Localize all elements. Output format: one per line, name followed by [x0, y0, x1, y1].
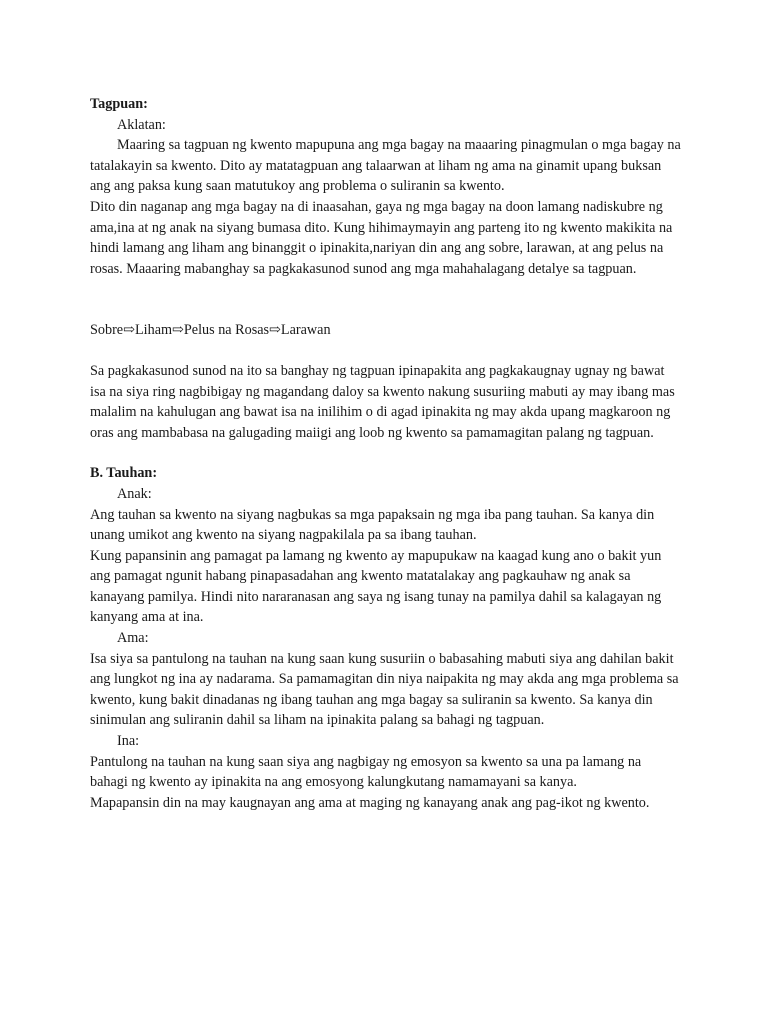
spacer — [90, 443, 682, 463]
ama-label: Ama: — [117, 630, 149, 647]
anak-paragraph-1: Ang tauhan sa kwento na siyang nagbukas sa mga papaksain ng mga iba pang tauhan. Sa kanya din unang umikot ang kwento na siyang nagpakilala pa sa ibang tauhan. — [90, 506, 655, 544]
tagpuan-heading: Tagpuan: — [90, 96, 148, 112]
aklatan-subheading: Aklatan: — [117, 116, 166, 133]
spacer — [90, 341, 682, 361]
tauhan-heading: B. Tauhan: — [90, 465, 158, 482]
ina-label: Ina: — [117, 733, 140, 750]
tagpuan-paragraph-2: Dito din naganap ang mga bagay na di inaasahan, gaya ng mga bagay na doon lamang nadiskubre ng ama,ina at ng anak na siyang bumasa dito. Kung hihimaymayin ang parteng ito ng kwento makikita na hindi lamang ang liham ang binanggit o ipinakita,nariyan din ang ang sobre, larawan, at ang pelus na rosas. Maaaring mabanghay sa pagkakasunod sunod ang mga mahahalagang detalye sa tagpuan. — [90, 198, 673, 277]
ama-paragraph: Isa siya sa pantulong na tauhan na kung saan kung susuriin o babasahing mabuti siya ang dahilan bakit ang lungkot ng ina ay nadarama. Sa pamamagitan din niya naipakita ng may akda ang mga problema sa kwento, kung bakit dinadanas ng ibang tauhan ang mga bagay sa suliranin sa kwento. Sa kanya din sinimulan ang suliranin dahil sa liham na ipinakita palang sa bahagi ng tagpuan. — [90, 650, 679, 729]
tagpuan-paragraph-1: Maaring sa tagpuan ng kwento mapupuna ang mga bagay na maaaring pinagmulan o mga bagay na tatalakayin sa kwento. Dito ay matatagpuan ang talaarwan at liham ng ama na ginamit upang buksan ang ang paksa kung saan matutukoy ang problema o suliranin sa kwento. — [90, 137, 681, 195]
spacer — [90, 279, 682, 320]
anak-label: Anak: — [117, 485, 152, 502]
ina-paragraph-1: Pantulong na tauhan na kung saan siya ang nagbigay ng emosyon sa kwento sa una pa lamang na bahagi ng kwento ay ipinakita na ang emosyong kalungkutang namamayani sa kanya. — [90, 753, 642, 791]
anak-paragraph-2: Kung papansinin ang pamagat pa lamang ng kwento ay mapupukaw na kaagad kung ano o bakit yun ang pamagat ngunit habang pinapasadahan ang kwento matatalakay ang pagkauhaw ng anak sa kanayang pamilya. Hindi nito nararanasan ang saya ng isang tunay na pamilya dahil sa kalagayan ng kanyang ama at ina. — [90, 547, 662, 626]
tagpuan-sequence: Sobre⇨Liham⇨Pelus na Rosas⇨Larawan — [90, 322, 331, 339]
ina-paragraph-2: Mapapansin din na may kaugnayan ang ama at maging ng kanayang anak ang pag-ikot ng kwento. — [90, 794, 650, 811]
tagpuan-paragraph-3: Sa pagkakasunod sunod na ito sa banghay ng tagpuan ipinapakita ang pagkakaugnay ugnay ng bawat isa na siya ring nagbibigay ng magandang daloy sa kwento nakung susuriing mabuti ay may ibang mas malalim na kahulugan ang bawat isa na inilihim o di agad ipinakita ng may akda upang magkaroon ng oras ang mambabasa na galugading maiigi ang loob ng kwento sa pamamagitan palang ng tagpuan. — [90, 362, 675, 441]
document-body — [90, 94, 682, 813]
